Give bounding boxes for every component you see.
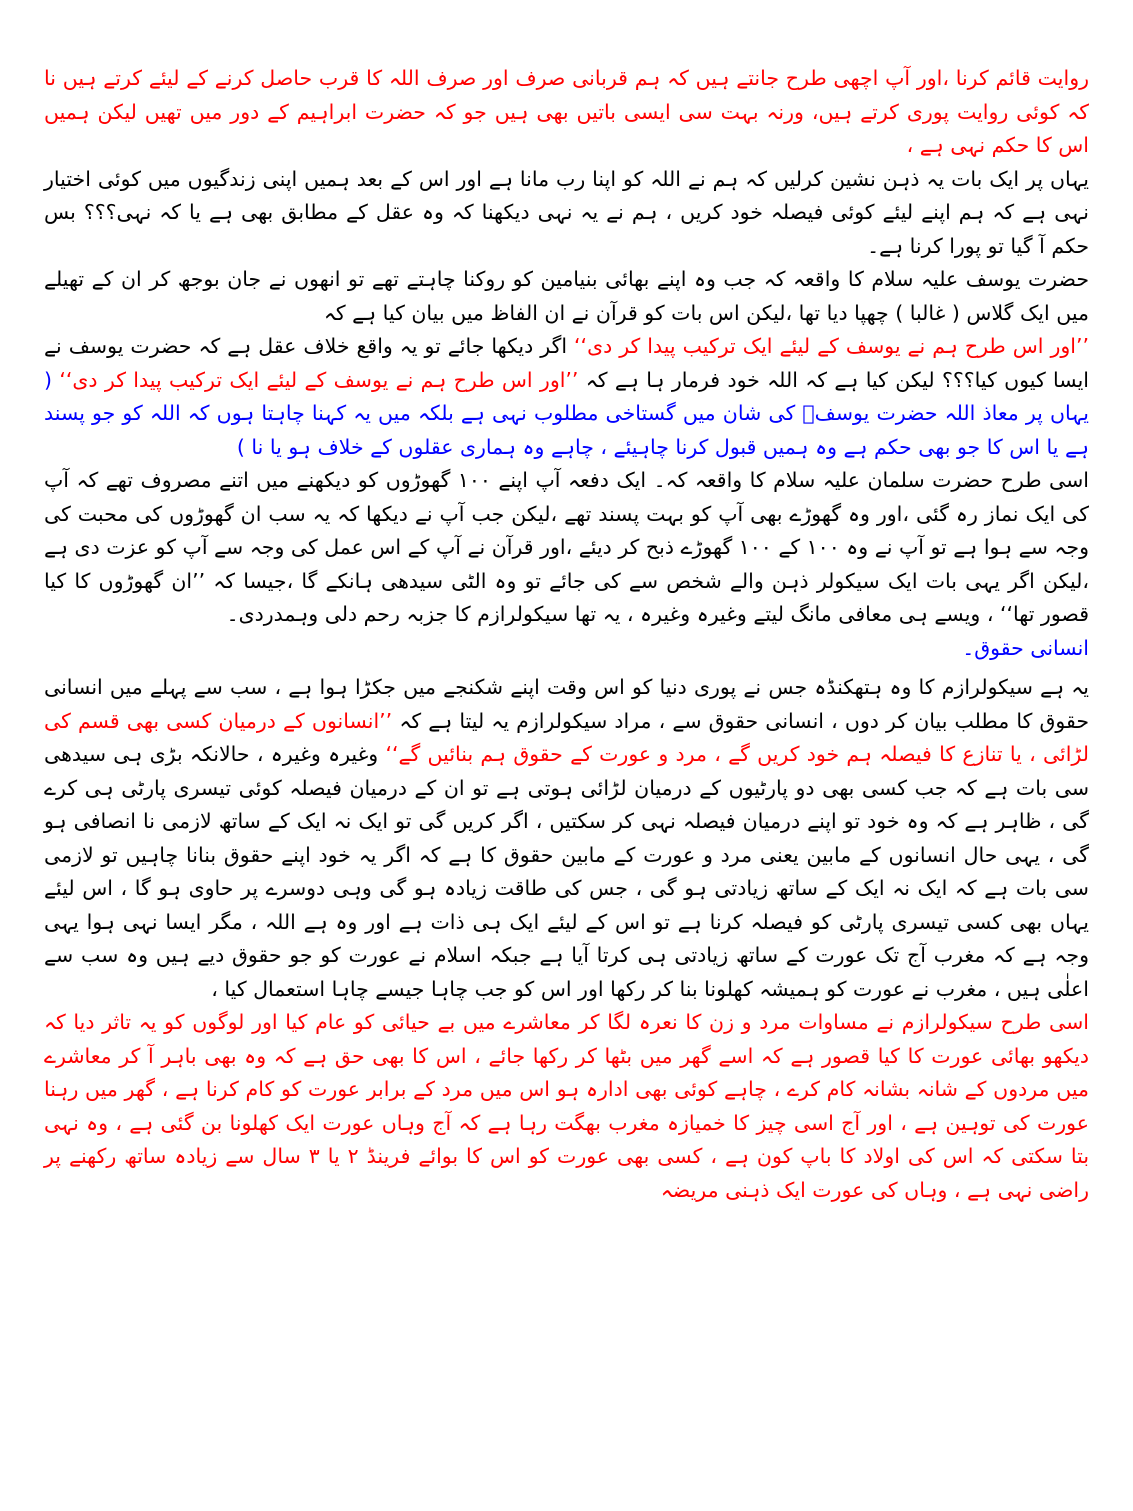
quote-human-rights: ’’انسانوں کے درمیان کسی بھی قسم کی لڑائی ، یا تنازع کا فیصلہ ہم خود کریں گے ، مرد و عورت کے حقوق ہم بنائیں گے‘‘ <box>44 708 1089 766</box>
paragraph-6 <box>44 671 1089 1006</box>
quote-yusuf-repeat: ’’اور اس طرح ہم نے یوسف کے لیئے ایک ترکیب پیدا کر دی‘‘ <box>59 367 579 392</box>
paragraph-4-text: اگر دیکھا جائے تو یہ واقع خلاف عقل ہے کہ حضرت یوسف نے ایسا کیوں کیا؟؟؟ لیکن کیا ہے کہ اللہ خود فرمار ہا ہے کہ <box>44 334 1089 392</box>
paragraph-1: روایت قائم کرنا ،اور آپ اچھی طرح جانتے ہیں کہ ہم قربانی صرف اور صرف اللہ کا قرب حاصل کرنے کے لیئے کرتے ہیں نا کہ کوئی روایت پوری کرتے ہیں، ورنہ بہت سی ایسی باتیں بھی ہیں جو کہ حضرت ابراہیم کے دور میں تھیں لیکن ہمیں اس کا حکم نہی ہے ، <box>44 66 1089 157</box>
paragraph-3: حضرت یوسف علیہ سلام کا واقعہ کہ جب وہ اپنے بھائی بنیامین کو روکنا چاہتے تھے تو انھوں نے جان بوجھ کر ان کے تھیلے میں ایک گلاس ( غالبا ) چھپا دیا تھا ،لیکن اس بات کو قرآن نے ان الفاظ میں بیان کیا ہے کہ <box>44 267 1089 325</box>
section-heading: انسانی حقوق۔ <box>962 635 1089 660</box>
paragraph-7: اسی طرح سیکولرازم نے مساوات مرد و زن کا نعرہ لگا کر معاشرے میں بے حیائی کو عام کیا اور لوگوں کو یہ تاثر دیا کہ دیکھو بھائی عورت کا کیا قصور ہے کہ اسے گھر میں بٹھا کر رکھا جائے ، اس کا بھی حق ہے کہ وہ بھی باہر آ کر معاشرے میں مردوں کے شانہ بشانہ کام کرے ، چاہے کوئی بھی ادارہ ہو اس میں مرد کے برابر عورت کو کام کرنا ہے ، گھر میں رہنا عورت کی توہین ہے ، اور آج اسی چیز کا خمیازہ مغرب بھگت رہا ہے کہ آج وہاں عورت ایک کھلونا بن گئی ہے ، وہ نہی بتا سکتی کہ اس کی اولاد کا باپ کون ہے ، کسی بھی عورت کو اس کا بوائے فرینڈ ۲ یا ۳ سال سے زیادہ ساتھ رکھنے پر راضی نہی ہے ، وہاں کی عورت ایک ذہنی مریضہ <box>44 1010 1090 1202</box>
paragraph-2: یہاں پر ایک بات یہ ذہن نشین کرلیں کہ ہم نے اللہ کو اپنا رب مانا ہے اور اس کے بعد ہمیں اپنی زندگیوں میں کوئی اختیار نہی ہے کہ ہم اپنے لیئے کوئی فیصلہ خود کریں ، ہم نے یہ نہی دیکھنا کہ وہ عقل کے مطابق بھی ہے یا کہ نہی؟؟؟ بس حکم آ گیا تو پورا کرنا ہے۔ <box>44 166 1089 258</box>
paragraph-5: اسی طرح حضرت سلمان علیہ سلام کا واقعہ کہ۔ ایک دفعہ آپ اپنے ۱۰۰ گھوڑوں کو دیکھنے میں اتنے مصروف تھے کہ آپ کی ایک نماز رہ گئی ،اور وہ گھوڑے بھی آپ کو بہت پسند تھے ،لیکن جب آپ نے دیکھا کہ یہ سب ان گھوڑوں کی محبت کی وجہ سے ہوا ہے تو آپ نے وہ ۱۰۰ کے ۱۰۰ گھوڑے ذبح کر دیئے ،اور قرآن نے آپ کے اس عمل کی وجہ سے آپ کو عزت دی ہے ،لیکن اگر یہی بات ایک سیکولر ذہن والے شخص سے کی جائے تو وہ الٹی سیدھی ہانکے گا ،جیسا کہ ’’ان گھوڑوں کا کیا قصور تھا‘‘ ، ویسے ہی معافی مانگ لیتے وغیرہ وغیرہ ، یہ تھا سیکولرازم کا جزبہ رحم دلی وہمدردی۔ <box>44 468 1090 626</box>
paragraph-6-body: وغیرہ وغیرہ ، حالانکہ بڑی ہی سیدھی سی بات ہے کہ جب کسی بھی دو پارٹیوں کے درمیان لڑائی ہوتی ہے تو ان کے درمیان فیصلہ کوئی تیسری پارٹی ہی کرے گی ، ظاہر ہے کہ وہ خود تو اپنے درمیان فیصلہ نہی کر سکتیں ، اگر کریں گی تو ایک نہ ایک کے ساتھ لازمی نا انصافی ہو گی ، یہی حال انسانوں کے مابین یعنی مرد و عورت کے مابین حقوق کا ہے کہ اگر یہ خود اپنے حقوق بنانا چاہیں تو لازمی سی بات ہے کہ ایک نہ ایک کے ساتھ زیادتی ہو گی ، جس کی طاقت زیادہ ہو گی وہی دوسرے پر حاوی ہو گا ، اس لیئے یہاں بھی کسی تیسری پارٹی کو فیصلہ کرنا ہے تو اس کے لیئے ایک ہی ذات ہے اور وہ ہے اللہ ، مگر ایسا نہی ہوا یہی وجہ ہے کہ مغرب آج تک عورت کے ساتھ زیادتی ہی کرتا آیا ہے جبکہ اسلام نے عورت کو جو حقوق دیے ہیں وہ سب سے اعلٰی ہیں ، مغرب نے عورت کو ہمیشہ کھلونا بنا کر رکھا اور اس کو جب چاہا جیسے چاہا استعمال کیا ، <box>44 742 1089 1001</box>
paragraph-6-intro: یہ ہے سیکولرازم کا وہ ہتھکنڈہ جس نے پوری دنیا کو اس وقت اپنے شکنجے میں جکڑا ہوا ہے ، سب سے پہلے میں انسانی حقوق کا مطلب بیان کر دوں ، انسانی حقوق سے ، مراد سیکولرازم یہ لیتا ہے کہ <box>44 675 1089 733</box>
clarification-note: ( یہاں پر معاذ اللہ حضرت یوسفؑ کی شان میں گستاخی مطلوب نہی ہے بلکہ میں یہ کہنا چاہتا ہوں کہ اللہ کو جو پسند ہے یا اس کا جو بھی حکم ہے وہ ہمیں قبول کرنا چاہیئے ، چاہے وہ ہماری عقلوں کے خلاف ہو یا نا ) <box>44 367 1089 459</box>
quote-yusuf: ’’اور اس طرح ہم نے یوسف کے لیئے ایک ترکیب پیدا کر دی‘‘ <box>574 334 1089 358</box>
document-page <box>44 62 1089 1207</box>
paragraph-4 <box>44 330 1089 464</box>
